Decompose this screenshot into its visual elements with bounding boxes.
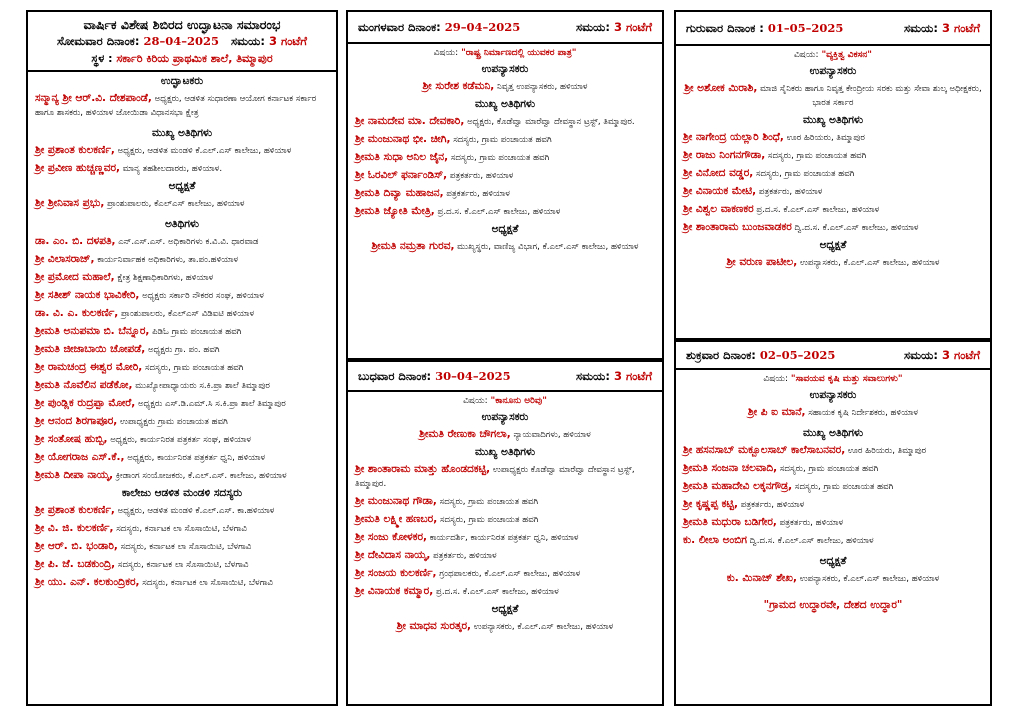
person-role: ಪ್ರ.ದ.ಸ. ಕೆ.ಎಲ್.ಎಸ್ ಕಾಲೇಜು, ಹಳಿಯಾಳ xyxy=(437,207,561,217)
person-role: ಕಾರ್ಯನಿರ್ವಾಹಕ ಅಧಿಕಾರಿಗಳು, ತಾ.ಪಂ.ಹಳಿಯಾಳ xyxy=(97,255,239,265)
friday-guests-list xyxy=(676,441,990,549)
guest-entry xyxy=(28,358,336,376)
friday-header xyxy=(676,342,990,370)
person-role: ಸದಸ್ಯರು, ಗ್ರಾಮ ಪಂಚಾಯತ ಹವಗಿ xyxy=(144,363,244,373)
guest-entry xyxy=(676,513,990,531)
guest-entry xyxy=(676,459,990,477)
chief-guest-entry xyxy=(28,159,336,177)
wednesday-president-heading: ಅಧ್ಯಕ್ಷತೆ xyxy=(491,603,519,615)
person-name: ಶ್ರೀ ಪುಂಡ್ಲಿಕ ರುದ್ರಪ್ಪಾ ಮೋರೆ, xyxy=(35,397,136,409)
person-role: ಮಾನ್ಯ ತಹಶೀಲದಾರರು, ಹಳಿಯಾಳ. xyxy=(122,164,223,174)
person-name: ಶ್ರೀ ಸತೀಶ್ ನಾಯಕ ಭಾವಿಕೇರಿ, xyxy=(35,289,140,301)
tuesday-president-heading: ಅಧ್ಯಕ್ಷತೆ xyxy=(491,223,519,235)
person-name: ಶ್ರೀಮತಿ ದೀಪಾ ನಾಯ್ಕ, xyxy=(35,469,114,481)
friday-president-entry xyxy=(676,569,990,587)
board-list xyxy=(28,501,336,591)
board-heading: ಕಾಲೇಜು ಆಡಳಿತ ಮಂಡಳಿ ಸದಸ್ಯರು xyxy=(121,487,243,499)
person-name: ಶ್ರೀ ಪ್ರಶಾಂತ ಕುಲಕರ್ಣಿ, xyxy=(35,504,115,516)
venue-text: ಸರ್ಕಾರಿ ಕಿರಿಯ ಪ್ರಾಥಮಿಕ ಶಾಲೆ, ತಿಮ್ಮಾಪುರ xyxy=(116,52,273,65)
tuesday-subject-text: "ರಾಷ್ಟ್ರ ನಿರ್ಮಾಣದಲ್ಲಿ ಯುವಕರ ಪಾತ್ರ" xyxy=(461,48,577,58)
guest-entry xyxy=(348,184,662,202)
guest-entry xyxy=(28,430,336,448)
guest-entry xyxy=(348,582,662,600)
guest-entry xyxy=(28,322,336,340)
person-role: ಅಧ್ಯಕ್ಷರು, ಕಾರ್ಯನಿರತ ಪತ್ರಕರ್ತ ಸಂಘ, ಹಳಿಯಾಳ xyxy=(110,435,252,445)
president-role: ಪ್ರಾಂಶುಪಾಲರು, ಕೆಎಲ್ಎಸ್ ಕಾಲೇಜು, ಹಳಿಯಾಳ xyxy=(107,199,245,209)
wednesday-speaker-role: ನ್ಯಾಯವಾದಿಗಳು, ಹಳಿಯಾಳ xyxy=(513,430,591,440)
friday-subject-label: ವಿಷಯ: xyxy=(763,374,788,384)
person-role: ಸದಸ್ಯರು, ಗ್ರಾಮ ಪಂಚಾಯತ ಹವಗಿ xyxy=(439,497,539,507)
friday-date-label: ಶುಕ್ರವಾರ ದಿನಾಂಕ: xyxy=(686,347,756,362)
thursday-guests-heading: ಮುಖ್ಯ ಅತಿಥಿಗಳು xyxy=(802,114,864,126)
person-name: ಶ್ರೀ ಆನಂದ ಶಿರಗಾಪೂರ, xyxy=(35,415,118,427)
person-role: ದ್ವಿ.ದ.ಸ. ಕೆ.ಎಲ್.ಎಸ್ ಕಾಲೇಜು, ಹಳಿಯಾಳ xyxy=(749,536,874,546)
wednesday-president-entry xyxy=(348,617,662,635)
person-name: ಶ್ರೀಮತಿ ದಿವ್ಯಾ ಮಹಾಜನ, xyxy=(355,187,444,199)
friday-speaker-name: ಶ್ರೀ ಪಿ ಐ ಮಾನೆ, xyxy=(747,406,806,418)
tuesday-time-label: ಸಮಯ: xyxy=(576,19,610,34)
guest-entry xyxy=(676,218,990,236)
person-name: ಶ್ರೀ ಮಂಜುನಾಥ ಗೌಡಾ, xyxy=(355,495,437,507)
tuesday-speaker-entry xyxy=(348,77,662,95)
wednesday-subject-label: ವಿಷಯ: xyxy=(463,396,488,406)
person-name: ಶ್ರೀ ವಿನಾಯಕ ಮೇಟಿ, xyxy=(683,185,757,197)
guest-entry xyxy=(676,441,990,459)
wednesday-subject-text: "ಕಾನೂನು ಅರಿವು" xyxy=(490,396,547,406)
thursday-speaker-role: ಮಾಜಿ ಸೈನಿಕರು ಹಾಗೂ ನಿವೃತ್ತ ಕೇಂದ್ರೀಯ ಸರಕು ಮತ್ತು ಸೇವಾ ಶುಲ್ಕ ಅಧೀಕ್ಷಕರು, ಭಾರತ ಸರ್ಕಾರ xyxy=(760,84,982,108)
person-role: ಪತ್ರಕರ್ತರು, ಹಳಿಯಾಳ xyxy=(758,187,823,197)
person-name: ಶ್ರೀಮತಿ ಜೀಜಾಬಾಯಿ ಚೋಪಡೆ, xyxy=(35,343,146,355)
president-name: ಶ್ರೀ ಶ್ರೀನಿವಾಸ ಪ್ರಭು, xyxy=(35,197,105,209)
guest-entry xyxy=(28,466,336,484)
inauguration-title: ವಾರ್ಷಿಕ ವಿಶೇಷ ಶಿಬಿರದ ಉದ್ಘಾಟನಾ ಸಮಾರಂಭ xyxy=(83,17,281,32)
guest-entry xyxy=(348,166,662,184)
person-name: ಶ್ರೀ ಸಂತೋಷ ಹುಬ್ಬಿ, xyxy=(35,433,108,445)
person-role: ಉಪಾಧ್ಯಕ್ಷರು ಗ್ರಾಮ ಪಂಚಾಯತ ಹವಗಿ xyxy=(120,417,228,427)
thursday-speaker-entry xyxy=(676,79,990,111)
person-name: ಡಾ. ವಿ. ಎ. ಕುಲಕರ್ಣಿ, xyxy=(35,307,119,319)
chief-guests-heading: ಮುಖ್ಯ ಅತಿಥಿಗಳು xyxy=(151,127,213,139)
wednesday-column xyxy=(346,360,664,706)
inaugurator-entry xyxy=(28,89,336,121)
venue-label: ಸ್ಥಳ : xyxy=(91,52,113,65)
board-member-entry xyxy=(28,555,336,573)
person-role: ಮುಖ್ಯೋಪಾಧ್ಯಾಯರು ಸ.ಕಿ.ಪ್ರಾ ಶಾಲೆ ತಿಮ್ಮಾಪುರ xyxy=(135,381,270,391)
inauguration-venue xyxy=(32,50,332,67)
person-name: ಶ್ರೀ ನಾಗೇಂದ್ರ ಯಲ್ಲಾರಿ ಶಿಂಧೆ, xyxy=(683,131,784,143)
guest-entry xyxy=(348,528,662,546)
tuesday-column xyxy=(346,10,664,360)
guest-entry xyxy=(28,250,336,268)
guest-entry xyxy=(28,448,336,466)
inauguration-date: 28–04–2025 xyxy=(143,34,219,48)
person-name: ಡಾ. ಎಂ. ಬಿ. ದಳಪತಿ, xyxy=(35,235,116,247)
friday-speaker-entry xyxy=(676,403,990,421)
tuesday-guests-list xyxy=(348,112,662,220)
guest-entry xyxy=(28,340,336,358)
friday-subject xyxy=(676,372,990,386)
thursday-president-name: ಶ್ರೀ ವರುಣ ಪಾಟೀಲ, xyxy=(726,256,798,268)
inauguration-header xyxy=(28,12,336,72)
guest-entry xyxy=(676,128,990,146)
person-role: ಸದಸ್ಯರು, ಗ್ರಾಮ ಪಂಚಾಯತ ಹವಗಿ xyxy=(450,153,550,163)
friday-president-name: ಕು. ಮಿನಾಜ್ ಶೇಖ, xyxy=(726,572,797,584)
thursday-speaker-name: ಶ್ರೀ ಅಶೋಕ ಮಿರಾಶಿ, xyxy=(684,82,758,94)
guests-list xyxy=(28,232,336,484)
guest-entry xyxy=(28,304,336,322)
wednesday-guests-heading: ಮುಖ್ಯ ಅತಿಥಿಗಳು xyxy=(474,446,536,458)
tuesday-speaker-role: ನಿವೃತ್ತ ಉಪನ್ಯಾಸಕರು, ಹಳಿಯಾಳ xyxy=(497,82,588,92)
wednesday-guests-list xyxy=(348,460,662,600)
person-name: ಶ್ರೀ ಯೋಗರಾಜ ಎಸ್.ಕೆ., xyxy=(35,451,125,463)
person-role: ಸದಸ್ಯರು, ಗ್ರಾಮ ಪಂಚಾಯತ ಹವಗಿ xyxy=(767,151,867,161)
wednesday-speaker-entry xyxy=(348,425,662,443)
guest-entry xyxy=(28,286,336,304)
person-role: ಅಧ್ಯಕ್ಷರು ಸರ್ಕಾರಿ ನೌಕರರ ಸಂಘ, ಹಳಿಯಾಳ xyxy=(142,291,264,301)
thursday-president-entry xyxy=(676,253,990,271)
person-name: ಶ್ರೀಮತಿ ಮಹಾದೇವಿ ಲಕ್ಕನಗೌಡ್ರ, xyxy=(683,480,793,492)
person-role: ಕ್ರೀಡಾಂಗ ಸಂಯೋಜಕರು, ಕೆ.ಎಲ್.ಎಸ್. ಕಾಲೇಜು, ಹಳಿಯಾಳ xyxy=(115,471,287,481)
person-role: ದ್ವಿ.ದ.ಸ. ಕೆ.ಎಲ್.ಎಸ್ ಕಾಲೇಜು, ಹಳಿಯಾಳ xyxy=(794,223,919,233)
thursday-president-heading: ಅಧ್ಯಕ್ಷತೆ xyxy=(819,239,847,251)
person-role: ಸದಸ್ಯರು, ಕರ್ನಾಟಕ ಲಾ ಸೊಸಾಯಿಟಿ, ಬೆಳಗಾವಿ xyxy=(117,560,249,570)
friday-guests-heading: ಮುಖ್ಯ ಅತಿಥಿಗಳು xyxy=(802,427,864,439)
person-name: ಶ್ರೀಮತಿ ಜ್ಯೋತಿ ಮೇತ್ರಿ, xyxy=(355,205,435,217)
person-role: ಪತ್ರಕರ್ತರು, ಹಳಿಯಾಳ xyxy=(449,171,514,181)
inaugurator-role: ಅಧ್ಯಕ್ಷರು, ಆಡಳಿತ ಸುಧಾರಣಾ ಆಯೋಗ ಕರ್ನಾಟಕ ಸರ್ಕಾರ ಹಾಗೂ ಶಾಸಕರು, ಹಳಿಯಾಳ ಜೋಯಿಡಾ ವಿಧಾನಸಭಾ ಕ್ಷೇತ್ರ xyxy=(35,94,317,118)
guest-entry xyxy=(348,112,662,130)
guest-entry xyxy=(676,182,990,200)
wednesday-header xyxy=(348,362,662,392)
person-name: ಶ್ರೀ ವಿನೋದ ವಡ್ಡರ, xyxy=(683,167,754,179)
inauguration-time: 3 ಗಂಟೆಗೆ xyxy=(268,34,307,48)
friday-time-label: ಸಮಯ: xyxy=(904,347,938,362)
person-name: ಶ್ರೀ ನಾಮದೇವ ಮಾ. ದೇವಕಾರಿ, xyxy=(355,115,465,127)
person-role: ಸದಸ್ಯರು, ಗ್ರಾಮ ಪಂಚಾಯತ ಹವಗಿ xyxy=(453,135,552,145)
board-member-entry xyxy=(28,501,336,519)
thursday-date-label: ಗುರುವಾರ ದಿನಾಂಕ : xyxy=(686,20,764,35)
person-name: ಶ್ರೀ ದೇವಿದಾಸ ನಾಯ್ಕ, xyxy=(355,549,431,561)
inauguration-column xyxy=(26,10,338,706)
person-role: ಅಧ್ಯಕ್ಷರು, ಕೊಡೆವ್ವಾ ಮಾರೆವ್ವಾ ದೇವಸ್ಥಾನ ಟ್ರಸ್ಟ್, ತಿಮ್ಮಾಪುರ. xyxy=(467,117,635,127)
person-role: ಊರ ಹಿರಿಯರು, ತಿಮ್ಮಾಪುರ xyxy=(786,133,865,143)
inaugurator-heading: ಉದ್ಘಾಟಕರು xyxy=(160,75,204,87)
thursday-time: 3 ಗಂಟೆಗೆ xyxy=(942,20,980,35)
thursday-header xyxy=(676,12,990,46)
tuesday-president-role: ಮುಖ್ಯಸ್ಥರು, ವಾಣಿಜ್ಯ ವಿಭಾಗ, ಕೆ.ಎಲ್.ಎಸ್ ಕಾಲೇಜು, ಹಳಿಯಾಳ xyxy=(457,242,639,252)
person-name: ಶ್ರೀ ಕೃಷ್ಣಪ್ಪ ಕಟ್ಟಿ, xyxy=(683,498,738,510)
person-name: ಶ್ರೀ ಹಸನಸಾಬ್ ಮಕ್ಬೂಲಸಾಬ್ ಕಾಲೆಸಾಬನವರ, xyxy=(683,444,846,456)
guest-entry xyxy=(676,531,990,549)
tuesday-subject xyxy=(348,46,662,60)
friday-speaker-role: ಸಹಾಯಕ ಕೃಷಿ ನಿರ್ದೇಶಕರು, ಹಳಿಯಾಳ xyxy=(808,408,919,418)
wednesday-president-name: ಶ್ರೀ ಮಾಧವ ಸುರತ್ಕರ, xyxy=(396,620,471,632)
person-name: ಶ್ರೀಮತಿ ಮಧುರಾ ಬಡಿಗೇರ, xyxy=(683,516,777,528)
person-name: ಶ್ರೀ ಪ್ರವೀಣ ಹುಚ್ಚಣ್ಣವರ, xyxy=(35,162,121,174)
person-role: ಅಧ್ಯಕ್ಷರು, ಕಾರ್ಯನಿರತ ಪತ್ರಕರ್ತ ಧ್ವನಿ, ಹಳಿಯಾಳ xyxy=(127,453,266,463)
person-role: ಸದಸ್ಯರು, ಗ್ರಾಮ ಪಂಚಾಯತ ಹವಗಿ xyxy=(779,464,879,474)
guest-entry xyxy=(348,148,662,166)
guest-entry xyxy=(28,394,336,412)
guest-entry xyxy=(348,202,662,220)
person-role: ಪತ್ರಕರ್ತರು, ಹಳಿಯಾಳ xyxy=(446,189,510,199)
chief-guests-list xyxy=(28,141,336,177)
wednesday-speaker-name: ಶ್ರೀಮತಿ ರೇಣುಕಾ ಚೌಗಲಾ, xyxy=(419,428,511,440)
person-role: ಪತ್ರಕರ್ತರು, ಹಳಿಯಾಳ xyxy=(779,518,844,528)
friday-date: 02–05–2025 xyxy=(759,347,836,362)
guests-heading: ಅತಿಥಿಗಳು xyxy=(165,218,199,230)
person-name: ಶ್ರೀ ಸಂಜಯ ಕುಲಕರ್ಣಿ, xyxy=(355,567,437,579)
person-name: ಶ್ರೀ ಶಾಂತಾರಾಮ ಬುಂಜವಾಡಕರ xyxy=(683,221,792,233)
friday-speaker-heading: ಉಪನ್ಯಾಸಕರು xyxy=(809,389,857,401)
board-member-entry xyxy=(28,573,336,591)
tuesday-president-name: ಶ್ರೀಮತಿ ನಮ್ರತಾ ಗುರವ, xyxy=(371,240,455,252)
tuesday-guests-heading: ಮುಖ್ಯ ಅತಿಥಿಗಳು xyxy=(474,98,536,110)
wednesday-date: 30–04–2025 xyxy=(435,368,511,383)
person-role: ಪ್ರಾಂಶುಪಾಲರು, ಕೆಎಲ್ಎಸ್ ವಿಡಿಐಟಿ ಹಳಿಯಾಳ xyxy=(121,309,255,319)
person-name: ಶ್ರೀಮತಿ ಸಂಜನಾ ಚಲವಾದಿ, xyxy=(683,462,778,474)
tuesday-president-entry xyxy=(348,237,662,255)
friday-column xyxy=(674,340,992,706)
person-name: ಶ್ರೀ ಆರ್. ಬಿ. ಭಂಡಾರಿ, xyxy=(35,540,118,552)
wednesday-time: 3 ಗಂಟೆಗೆ xyxy=(614,368,652,383)
thursday-column xyxy=(674,10,992,340)
person-name: ಶ್ರೀ ವಿ. ಜಿ. ಕುಲಕರ್ಣಿ, xyxy=(35,522,114,534)
inauguration-time-label: ಸಮಯ: xyxy=(231,34,265,48)
inauguration-datetime xyxy=(32,33,332,50)
thursday-date: 01–05–2025 xyxy=(767,20,844,35)
person-role: ಸದಸ್ಯರು, ಗ್ರಾಮ ಪಂಚಾಯತ ಹವಗಿ xyxy=(439,515,539,525)
thursday-subject xyxy=(676,48,990,62)
tuesday-date-label: ಮಂಗಳವಾರ ದಿನಾಂಕ: xyxy=(358,19,441,34)
person-name: ಶ್ರೀಮತಿ ನೊವೆಲಿನ ಪಡೆಕೋ, xyxy=(35,379,133,391)
chief-guest-entry xyxy=(28,141,336,159)
wednesday-subject xyxy=(348,394,662,408)
tuesday-subject-label: ವಿಷಯ: xyxy=(433,48,459,58)
person-role: ಎನ್.ಎಸ್.ಎಸ್. ಅಧಿಕಾರಿಗಳು ಕ.ವಿ.ವಿ. ಧಾರವಾಡ xyxy=(118,237,259,247)
person-role: ಸದಸ್ಯರು, ಗ್ರಾಮ ಪಂಚಾಯತ ಹವಗಿ xyxy=(755,169,855,179)
wednesday-time-label: ಸಮಯ: xyxy=(576,368,610,383)
person-name: ಶ್ರೀ ರಾಮಚಂದ್ರ ಈಶ್ವರ ಮೋರಿ, xyxy=(35,361,143,373)
guest-entry xyxy=(28,376,336,394)
person-name: ಕು. ಲೀಲಾ ಅಂಬಿಗ xyxy=(683,534,747,546)
person-name: ಶ್ರೀಮತಿ ಸುಧಾ ಅನಿಲ ಜೈನ, xyxy=(355,151,449,163)
friday-president-role: ಉಪನ್ಯಾಸಕರು, ಕೆ.ಎಲ್.ಎಸ್ ಕಾಲೇಜು, ಹಳಿಯಾಳ xyxy=(799,574,940,584)
tuesday-header xyxy=(348,12,662,44)
person-name: ಶ್ರೀ ಯು. ಎನ್. ಕಲಕುಂದ್ರಿಕರ, xyxy=(35,576,140,588)
person-name: ಶ್ರೀ ಶಾಂತಾರಾಮ ಮಾತ್ತು ಹೊಂಡದಕಟ್ಟಿ, xyxy=(355,463,491,475)
guest-entry xyxy=(676,164,990,182)
inaugurator-name: ಸನ್ಮಾನ್ಯ ಶ್ರೀ ಆರ್.ವಿ. ದೇಶಪಾಂಡೆ, xyxy=(35,92,152,104)
person-role: ಊರ ಹಿರಿಯರು, ತಿಮ್ಮಾಪುರ xyxy=(847,446,927,456)
thursday-subject-text: "ವ್ಯಕ್ತಿತ್ವ ವಿಕಸನ" xyxy=(821,50,872,60)
president-heading: ಅಧ್ಯಕ್ಷತೆ xyxy=(168,180,196,192)
board-member-entry xyxy=(28,537,336,555)
tuesday-time: 3 ಗಂಟೆಗೆ xyxy=(614,19,652,34)
tuesday-speaker-heading: ಉಪನ್ಯಾಸಕರು xyxy=(481,63,529,75)
person-role: ಅಧ್ಯಕ್ಷರು ಗ್ರಾ. ಪಂ. ಹವಗಿ xyxy=(147,345,220,355)
inauguration-date-label: ಸೋಮವಾರ ದಿನಾಂಕ: xyxy=(57,34,140,48)
board-member-entry xyxy=(28,519,336,537)
wednesday-president-role: ಉಪನ್ಯಾಸಕರು, ಕೆ.ಎಲ್.ಎಸ್ ಕಾಲೇಜು, ಹಳಿಯಾಳ xyxy=(473,622,614,632)
person-role: ಪ್ರ.ದ.ಸ. ಕೆ.ಎಲ್.ಎಸ್ ಕಾಲೇಜು, ಹಳಿಯಾಳ xyxy=(435,587,559,597)
guest-entry xyxy=(348,510,662,528)
person-role: ಸದಸ್ಯರು, ಕರ್ನಾಟಕ ಲಾ ಸೊಸಾಯಿಟಿ, ಬೆಳಗಾವಿ xyxy=(142,578,273,588)
guest-entry xyxy=(676,200,990,218)
guest-entry xyxy=(676,477,990,495)
tuesday-speaker-name: ಶ್ರೀ ಸುರೇಶ ಕಡೆಮನಿ, xyxy=(422,80,495,92)
person-role: ಉಪಾಧ್ಯಕ್ಷರು ಕೊಡೆವ್ವಾ ಮಾರೆವ್ವಾ ದೇವಸ್ಥಾನ ಟ್ರಸ್ಟ್, ತಿಮ್ಮಾಪುರ. xyxy=(355,465,635,489)
person-name: ಶ್ರೀ ಸಂಜು ಕೋಳಕರ, xyxy=(355,531,428,543)
person-role: ಅಧ್ಯಕ್ಷರು, ಆಡಳಿತ ಮಂಡಳಿ ಕೆ.ಎಲ್.ಎಸ್. ಕಾ.ಹಳಿಯಾಳ xyxy=(117,506,275,516)
friday-time: 3 ಗಂಟೆಗೆ xyxy=(942,347,980,362)
president-entry xyxy=(28,194,336,212)
person-role: ಸದಸ್ಯರು, ಕರ್ನಾಟಕ ಲಾ ಸೊಸಾಯಿಟಿ, ಬೆಳಗಾವಿ xyxy=(116,524,247,534)
person-name: ಶ್ರೀ ಮಂಜುನಾಥ ಭೀ. ಚೀಗಿ, xyxy=(355,133,451,145)
person-name: ಶ್ರೀ ಪ್ರಶಾಂತ ಕುಲಕರ್ಣಿ, xyxy=(35,144,115,156)
person-role: ಸದಸ್ಯರು, ಕರ್ನಾಟಕ ಲಾ ಸೊಸಾಯಿಟಿ, ಬೆಳಗಾವಿ xyxy=(120,542,252,552)
guest-entry xyxy=(676,146,990,164)
person-role: ಅಧ್ಯಕ್ಷರು ಎಸ್.ಡಿ.ಎಮ್.ಸಿ ಸ.ಕಿ.ಪ್ರಾ ಶಾಲೆ ತಿಮ್ಮಾಪುರ xyxy=(137,399,286,409)
tuesday-date: 29–04–2025 xyxy=(444,19,521,34)
person-role: ಸದಸ್ಯರು, ಗ್ರಾಮ ಪಂಚಾಯತ ಹವಗಿ xyxy=(794,482,894,492)
thursday-president-role: ಉಪನ್ಯಾಸಕರು, ಕೆ.ಎಲ್.ಎಸ್ ಕಾಲೇಜು, ಹಳಿಯಾಳ xyxy=(799,258,940,268)
guest-entry xyxy=(348,130,662,148)
person-name: ಶ್ರೀ ರಾಜು ನಿಂಗನಗೌಡಾ, xyxy=(683,149,766,161)
thursday-subject-label: ವಿಷಯ: xyxy=(793,50,819,60)
person-role: ಪತ್ರಕರ್ತರು, ಹಳಿಯಾಳ xyxy=(433,551,497,561)
person-name: ಶ್ರೀ ವಿನಾಯಕ ಕಮ್ಮಾರ, xyxy=(355,585,434,597)
person-name: ಶ್ರೀ ವಿಶ್ವಲ ವಾಕಣಕರ xyxy=(683,203,754,215)
wednesday-speaker-heading: ಉಪನ್ಯಾಸಕರು xyxy=(481,411,529,423)
guest-entry xyxy=(348,564,662,582)
person-name: ಶ್ರೀಮತಿ ಲಕ್ಷ್ಮೀ ಹಣಬರ, xyxy=(355,513,438,525)
person-name: ಶ್ರೀ ಓರವಿಲ್ ಫರ್ನಾಂಡಿಸ್, xyxy=(355,169,448,181)
person-name: ಶ್ರೀ ಪ್ರಮೋದ ಮಹಾಲೆ, xyxy=(35,271,115,283)
guest-entry xyxy=(28,232,336,250)
person-role: ಗ್ರಂಥಪಾಲಕರು, ಕೆ.ಎಲ್.ಎಸ್ ಕಾಲೇಜು, ಹಳಿಯಾಳ xyxy=(439,569,581,579)
person-role: ಅಧ್ಯಕ್ಷರು, ಆಡಳಿತ ಮಂಡಳಿ ಕೆ.ಎಲ್.ಎಸ್ ಕಾಲೇಜು, ಹಳಿಯಾಳ xyxy=(117,146,292,156)
thursday-guests-list xyxy=(676,128,990,236)
guest-entry xyxy=(676,495,990,513)
person-name: ಶ್ರೀ ಪಿ. ಜೆ. ಬಡಕುಂದ್ರಿ, xyxy=(35,558,116,570)
friday-president-heading: ಅಧ್ಯಕ್ಷತೆ xyxy=(819,555,847,567)
person-role: ಕಾರ್ಯದರ್ಶಿ, ಕಾರ್ಯನಿರತ ಪತ್ರಕರ್ತ ಧ್ವನಿ, ಹಳಿಯಾಳ xyxy=(429,533,579,543)
person-name: ಶ್ರೀಮತಿ ಅನುಪಮಾ ಬಿ. ಬೆನ್ನೂರ, xyxy=(35,325,150,337)
guest-entry xyxy=(348,546,662,564)
guest-entry xyxy=(348,492,662,510)
person-role: ಕ್ಷೇತ್ರ ಶಿಕ್ಷಣಾಧಿಕಾರಿಗಳು, ಹಳಿಯಾಳ xyxy=(117,273,214,283)
thursday-speaker-heading: ಉಪನ್ಯಾಸಕರು xyxy=(809,65,857,77)
closing-slogan: "ಗ್ರಾಮದ ಉದ್ಧಾರವೇ, ದೇಶದ ಉದ್ಧಾರ" xyxy=(763,599,903,611)
person-role: ಪ್ರ.ದ.ಸ. ಕೆ.ಎಲ್.ಎಸ್ ಕಾಲೇಜು, ಹಳಿಯಾಳ xyxy=(756,205,880,215)
guest-entry xyxy=(348,460,662,492)
guest-entry xyxy=(28,268,336,286)
person-name: ಶ್ರೀ ವಿಲಾಸರಾಜ್, xyxy=(35,253,95,265)
friday-subject-text: "ಸಾವಯವ ಕೃಷಿ ಮತ್ತು ಸವಾಲುಗಳು" xyxy=(790,374,903,384)
guest-entry xyxy=(28,412,336,430)
person-role: ಪತ್ರಕರ್ತರು, ಹಳಿಯಾಳ xyxy=(740,500,805,510)
wednesday-date-label: ಬುಧವಾರ ದಿನಾಂಕ: xyxy=(358,368,432,383)
thursday-time-label: ಸಮಯ: xyxy=(904,20,938,35)
person-role: ಪಿಡಿಓ ಗ್ರಾಮ ಪಂಚಾಯತ ಹವಗಿ xyxy=(152,327,242,337)
